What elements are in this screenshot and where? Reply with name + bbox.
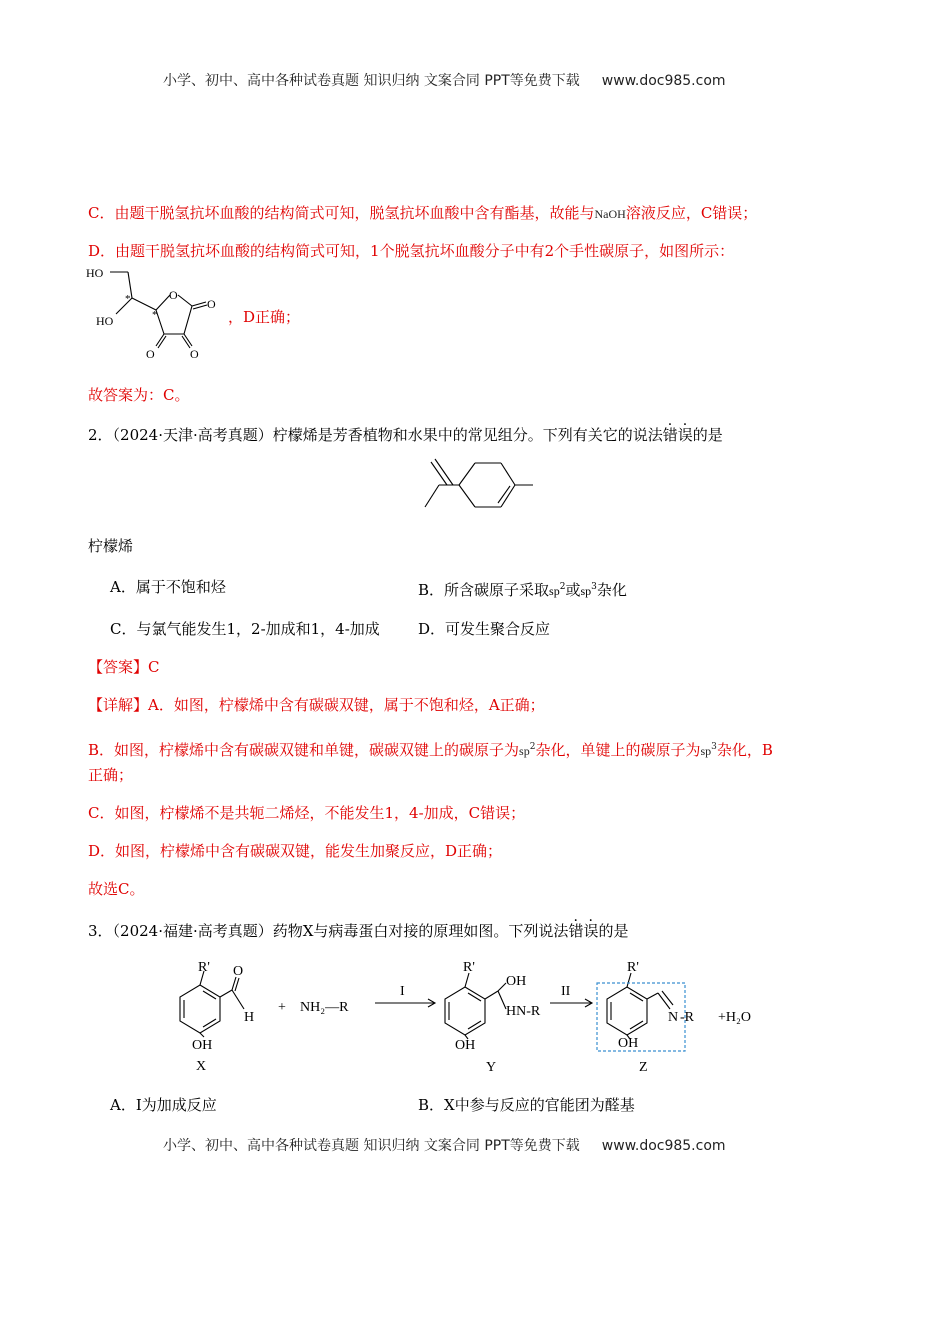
page-footer: [163, 1135, 726, 1155]
emphasis-char-1: 错: [662, 426, 678, 444]
header-text: 小学、初中、高中各种试卷真题 知识归纳 文案合同 PPT等免费下载: [163, 73, 580, 89]
q2-stem-text: 2．（2024·天津·高考真题）柠檬烯是芳香植物和水果中的常见组分。下列有关它的说法: [88, 426, 663, 444]
z-rprime: R': [627, 960, 639, 975]
label-x: X: [196, 1059, 207, 1074]
x-rprime: R': [198, 960, 210, 975]
q2-answer: [88, 656, 160, 678]
sp-label: sp: [580, 584, 592, 598]
sup-3: 3: [711, 742, 717, 752]
q2-option-c[interactable]: C．与氯气能发生1，2-加成和1，4-加成: [110, 620, 380, 638]
prev-c-end: 溶液反应，C错误；: [625, 204, 758, 222]
question-3-stem: [88, 920, 628, 942]
q3-stem-end: 的是: [598, 922, 629, 940]
carbonyl-o-label-3: O: [190, 347, 199, 361]
sup-3: 3: [591, 582, 597, 592]
page-header: [163, 70, 726, 90]
q2-detail-c: C．如图，柠檬烯不是共轭二烯烃，不能发生1，4-加成，C错误；: [88, 804, 526, 822]
label-z: Z: [639, 1060, 648, 1075]
q2-option-a[interactable]: A．属于不饱和烃: [110, 578, 226, 596]
label-y: Y: [486, 1060, 497, 1075]
q2-detail-d: D．如图，柠檬烯中含有碳碳双键，能发生加聚反应，D正确；: [88, 842, 503, 860]
carbonyl-o-label-2: O: [146, 347, 155, 361]
prev-option-d-explanation: D．由题干脱氢抗坏血酸的结构简式可知，1个脱氢抗坏血酸分子中有2个手性碳原子，如图所示：: [88, 242, 735, 260]
q2-detail-b: [88, 736, 773, 762]
footer-text: 小学、初中、高中各种试卷真题 知识归纳 文案合同 PPT等免费下载: [163, 1138, 580, 1154]
prev-c-text: C．由题干脱氢抗坏血酸的结构简式可知，脱氢抗坏血酸中含有酯基，故能与: [88, 204, 595, 222]
answer-tag: 【答案】: [88, 658, 149, 676]
sup-2: 2: [559, 582, 566, 592]
limonene-caption: 柠檬烯: [88, 537, 134, 555]
naoh-formula: NaOH: [594, 207, 626, 221]
detail-a-text: A．如图，柠檬烯中含有碳碳双键，属于不饱和烃，A正确；: [148, 696, 545, 714]
chiral-star-1: *: [125, 293, 131, 305]
x-oxygen: O: [233, 964, 244, 979]
q2-b-text: B．所含碳原子采取: [418, 581, 550, 599]
step-ii: II: [561, 984, 571, 999]
detail-b-mid: 杂化，单键上的碳原子为: [535, 741, 701, 759]
water-product: +H₂O: [718, 1010, 751, 1025]
q3-stem-text: 3．（2024·福建·高考真题）药物X与病毒蛋白对接的原理如图。下列说法: [88, 922, 569, 940]
chiral-star-2: *: [152, 309, 158, 321]
sp-label: sp: [700, 744, 712, 758]
ring-oxygen-label: O: [169, 288, 178, 302]
y-oh: OH: [455, 1038, 476, 1053]
amine-reagent: NH₂—R: [300, 1000, 349, 1015]
carbonyl-o-label-1: O: [207, 297, 216, 311]
answer-value: C: [148, 658, 160, 676]
q3-option-b[interactable]: B．X中参与反应的官能团为醛基: [418, 1096, 635, 1114]
question-2-stem: [88, 424, 723, 446]
emphasis-char-2: 误: [583, 922, 599, 940]
q2-detail-a: [88, 694, 545, 716]
q2-option-d[interactable]: D．可发生聚合反应: [418, 620, 551, 638]
detail-tag: 【详解】: [88, 696, 149, 714]
q2-detail-b-line2: 正确；: [88, 766, 134, 784]
dehydroascorbic-acid-structure: [84, 262, 224, 362]
detail-b-text: B．如图，柠檬烯中含有碳碳双键和单键，碳碳双键上的碳原子为: [88, 741, 520, 759]
q3-option-a[interactable]: A．Ⅰ为加成反应: [110, 1096, 217, 1114]
sp-label: sp: [519, 744, 530, 758]
emphasis-char-2: 误: [677, 426, 693, 444]
y-oh-top: OH: [506, 974, 527, 989]
q2-conclusion: 故选C。: [88, 880, 145, 898]
reaction-scheme: [150, 955, 780, 1080]
ho-label-2: HO: [96, 314, 114, 328]
z-oh: OH: [618, 1036, 639, 1051]
prev-option-c-explanation: [88, 202, 757, 225]
footer-site-link[interactable]: www.doc985.com: [601, 1138, 726, 1154]
q2-b-or: 或: [565, 581, 581, 599]
detail-b-end: 杂化，B: [716, 741, 773, 759]
ho-label-1: HO: [86, 266, 104, 280]
z-r-group: -R: [680, 1010, 694, 1025]
q2-stem-end: 的是: [692, 426, 723, 444]
x-oh: OH: [192, 1038, 213, 1053]
step-i: I: [400, 984, 405, 999]
header-site-link[interactable]: www.doc985.com: [601, 73, 726, 89]
q2-option-b[interactable]: [418, 576, 627, 602]
z-nitrogen: N: [668, 1010, 679, 1025]
plus-sign: +: [278, 1000, 286, 1015]
x-hydrogen: H: [244, 1010, 255, 1025]
sp-label: sp: [549, 584, 560, 598]
sup-2: 2: [529, 742, 536, 752]
y-rprime: R': [463, 960, 475, 975]
prev-answer: 故答案为：C。: [88, 386, 190, 404]
y-hn-r: HN-R: [506, 1004, 541, 1019]
q2-b-end: 杂化: [596, 581, 627, 599]
prev-d-conclusion: ，D正确；: [228, 308, 301, 326]
limonene-structure: [405, 455, 540, 525]
emphasis-char-1: 错: [568, 922, 584, 940]
